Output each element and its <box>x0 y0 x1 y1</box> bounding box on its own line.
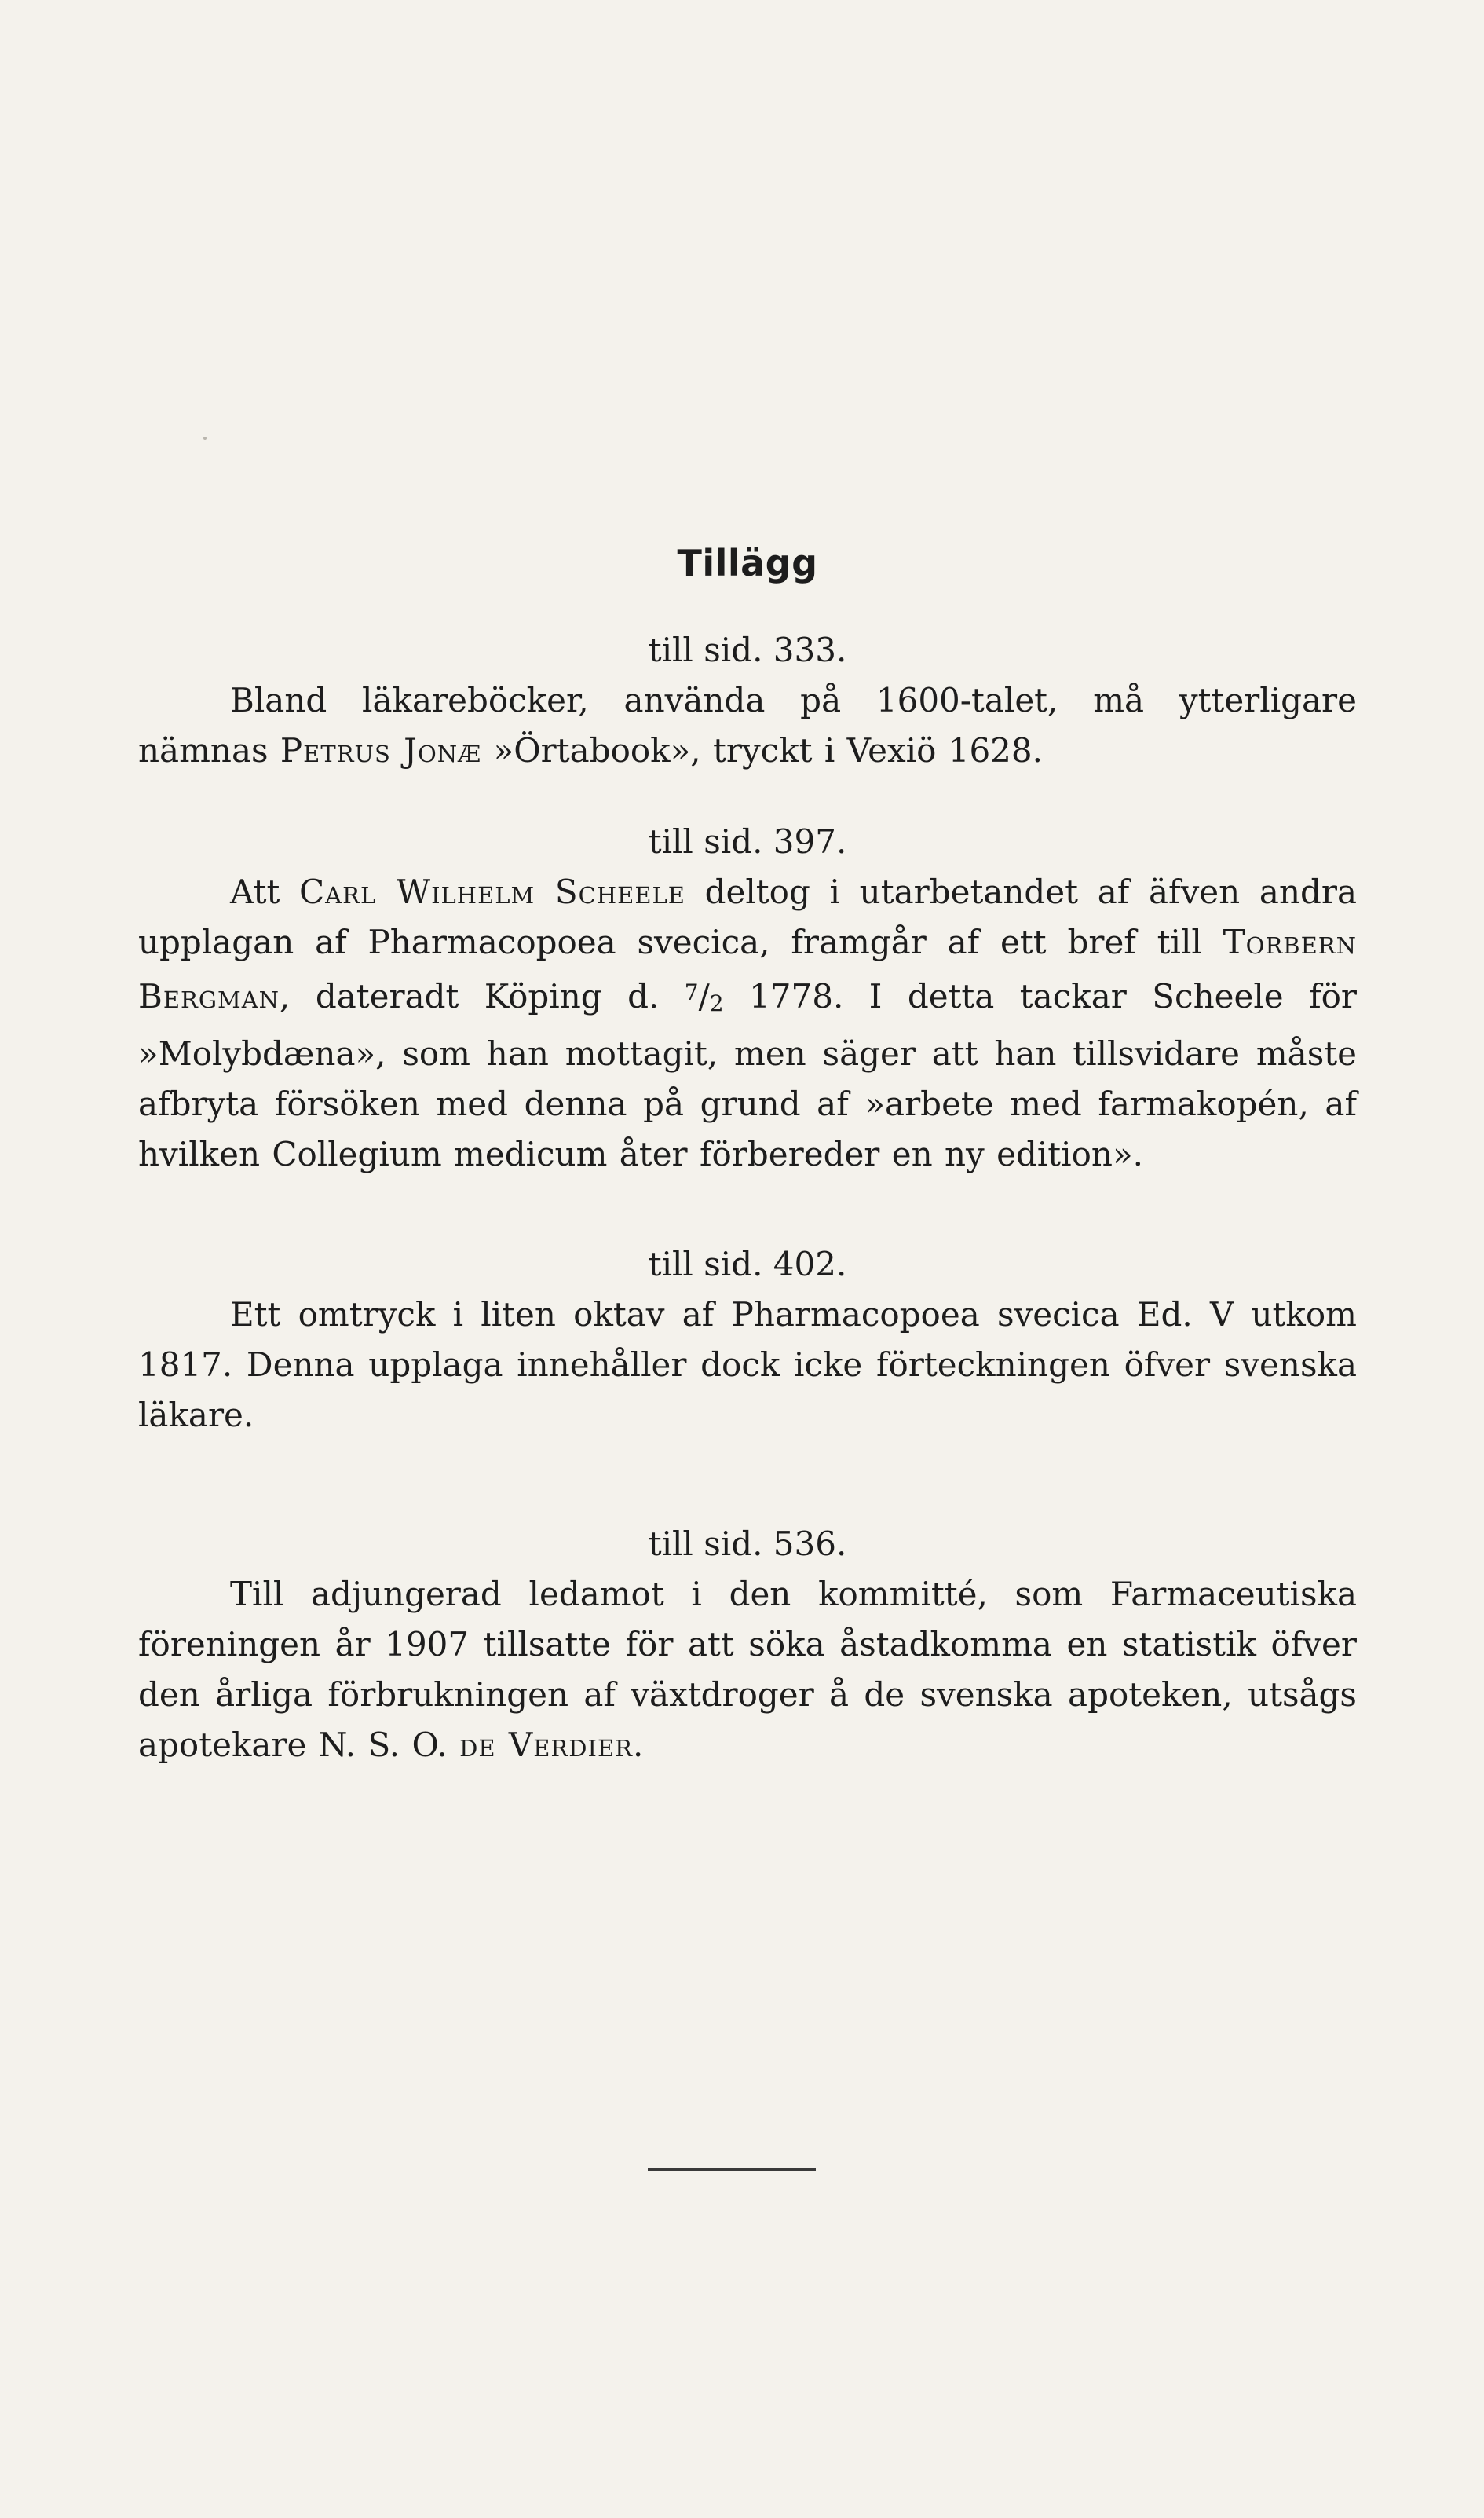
person-name: Petrus Jonæ <box>280 731 482 770</box>
section-paragraph <box>138 1290 1357 1440</box>
section-paragraph <box>138 1569 1357 1770</box>
end-rule <box>648 2168 816 2171</box>
section-reference: till sid. 536. <box>648 1524 847 1563</box>
addendum-section-397 <box>138 817 1357 1180</box>
person-name: Carl Wilhelm Scheele <box>299 873 685 911</box>
section-reference: till sid. 397. <box>648 822 847 861</box>
page-title: Tillägg <box>677 542 818 584</box>
text-run: »Örtabook», tryckt i Vexiö 1628. <box>481 731 1043 770</box>
section-reference: till sid. 402. <box>648 1245 847 1283</box>
section-reference: till sid. 333. <box>648 631 847 669</box>
paper-speck <box>203 437 207 440</box>
addendum-section-333 <box>138 625 1357 776</box>
text-run: deltog i utarbetandet af äfven andra upplagan af Pharmacopoea svecica, framgår af ett bref till <box>138 873 1358 961</box>
text-run: Till adjungerad ledamot i den kommitté, som Farmaceutiska föreningen år 1907 tillsatte för att söka åstadkomma en statistik öfver den årliga förbrukningen af växtdroger å de svenska apoteken, utsågs apotekare N. S. O. <box>138 1575 1357 1764</box>
date-fraction-denominator: 2 <box>709 990 724 1016</box>
text-run: Att <box>230 873 300 911</box>
text-run: , dateradt Köping d. <box>280 977 685 1016</box>
person-name: Torbern Bergman <box>138 923 1357 1016</box>
page-text <box>138 542 1357 1770</box>
person-name: de Verdier <box>459 1726 633 1764</box>
addendum-section-402 <box>138 1239 1357 1440</box>
date-fraction-slash: / <box>698 977 710 1016</box>
text-run: Bland läkareböcker, använda på 1600-talet, må ytterligare nämnas <box>138 681 1357 770</box>
section-paragraph <box>138 867 1357 1180</box>
text-run: Ett omtryck i liten oktav af Pharmacopoea svecica Ed. V utkom 1817. Denna upplaga innehåller dock icke förteckningen öfver svenska läkare. <box>138 1295 1357 1434</box>
text-run: 1778. I detta tackar Scheele för »Molybdæna», som han mottagit, men säger att han tillsvidare måste afbryta försöken med denna på grund af »arbete med farmakopén, af hvilken Collegium medicum åter förbereder en ny edition». <box>138 977 1357 1173</box>
date-fraction-numerator: 7 <box>684 979 699 1005</box>
section-paragraph <box>138 675 1357 776</box>
addendum-section-536 <box>138 1519 1357 1770</box>
text-run: . <box>632 1726 644 1764</box>
